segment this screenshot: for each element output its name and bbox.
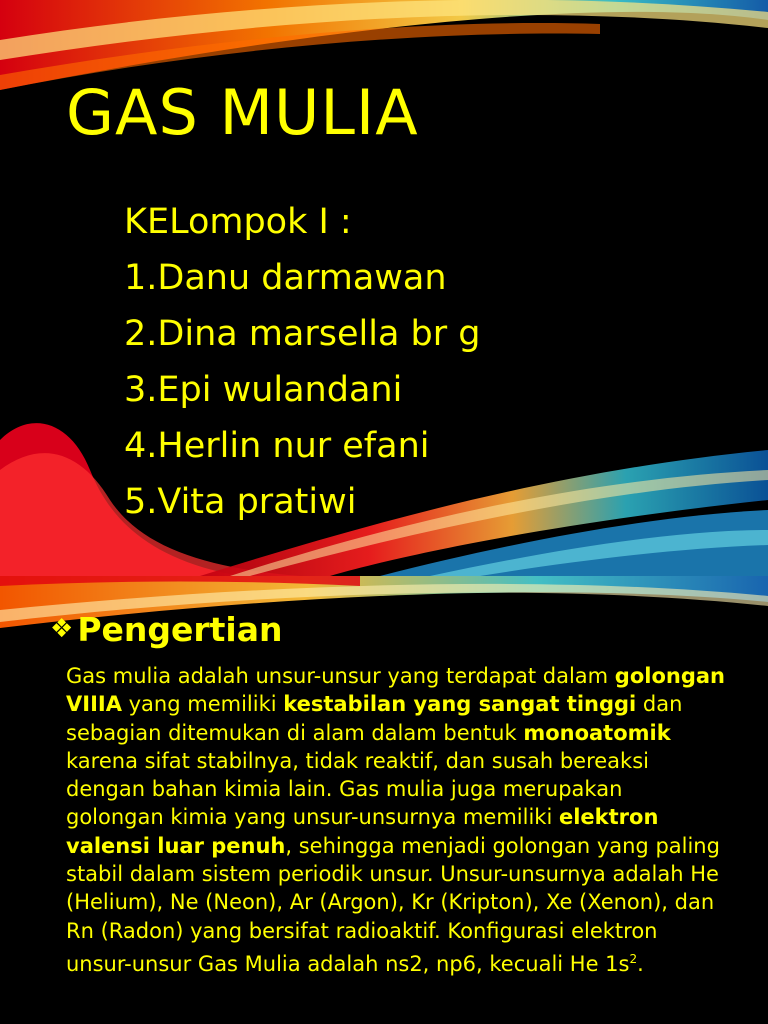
slide-title: GAS MULIA [66,76,419,149]
section-heading [50,610,283,649]
member-item: 5.Vita pratiwi [124,482,357,522]
text-run: dan sebagian ditemukan di alam dalam bentuk [66,692,683,745]
text-run: karena sifat stabilnya, tidak reaktif, dan susah bereaksi dengan bahan kimia lain. Gas mulia juga merupakan golongan kimia yang unsur-unsurnya memiliki [66,748,649,830]
text-run: , sehingga menjadi golongan yang paling stabil dalam sistem periodik unsur. Unsur-unsurnya adalah He (Helium), Ne (Neon), Ar (Argon), Kr (Kripton), Xe (Xenon), dan Rn (Radon) yang bersifat radioaktif. Konfigurasi elektron unsur-unsur Gas Mulia adalah ns2, np6, kecuali He 1s [66,833,720,976]
bold-run: elektron valensi luar penuh [66,805,659,858]
bold-run: kestabilan yang sangat tinggi [283,692,637,717]
member-item: 4.Herlin nur efani [124,426,430,466]
text-run: Gas mulia adalah unsur-unsur yang terdapat dalam [66,664,615,688]
member-item: 1.Danu darmawan [124,258,447,298]
group-label: KELompok I : [124,202,352,242]
text-run: yang memiliki [121,692,284,717]
member-list [124,194,481,530]
superscript: 2 [629,951,638,966]
definition-slide [0,576,768,1024]
text-run: . [637,951,644,976]
bold-run: golongan VIIIA [66,664,725,717]
member-item: 2.Dina marsella br g [124,314,481,354]
heading-text: Pengertian [77,610,283,649]
definition-paragraph [66,662,726,978]
member-item: 3.Epi wulandani [124,370,403,410]
bold-run: monoatomik [523,720,671,745]
diamond-bullet-icon: ❖ [50,614,74,644]
